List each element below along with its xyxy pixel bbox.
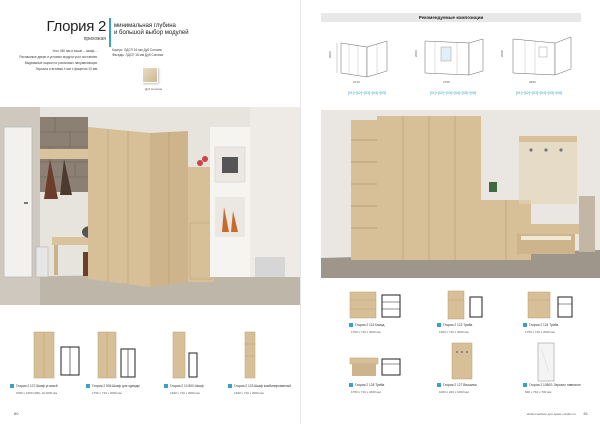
cabinet-scheme-image: [557, 296, 573, 318]
shelf-unit-image: [244, 330, 256, 380]
bullet-marker: [349, 383, 353, 387]
width-dim: 2750: [443, 80, 450, 84]
height-dim: 2000: [328, 51, 332, 58]
product-card[interactable]: [437, 290, 509, 340]
decor-line: Корпус: ЛДСП 16 мм Дуб Сонома: [112, 48, 162, 52]
product-dims: 1750 x 710 x 2000 мм: [92, 391, 122, 395]
bench-scheme-image: [381, 358, 401, 376]
bullet-marker: [523, 323, 527, 327]
product-name: Глория 2 114 Комод: [349, 323, 384, 327]
height-dim: 2000: [500, 50, 504, 57]
product-card[interactable]: [437, 340, 509, 406]
swatch-label: Дуб Сонома: [145, 87, 163, 91]
product-name: Глория 2 107 Шкаф угловой: [10, 384, 57, 388]
title-block: [34, 18, 106, 42]
composition-codes: [01]+[02]+[03]+[04]+[05]: [347, 91, 387, 95]
product-card[interactable]: [349, 290, 421, 340]
hallway-illustration: [0, 107, 300, 305]
bullet-marker: [86, 384, 90, 388]
coat-hanger-panel-image: [451, 342, 473, 380]
narrow-wardrobe-scheme: [188, 352, 198, 378]
product-card[interactable]: [523, 340, 595, 406]
product-name: Глория 2 108/01 Зеркало навесное: [523, 383, 581, 387]
footer-note: ebdsm мебель для дома ▪ ebdsm.ru: [526, 412, 576, 416]
bullet-marker: [10, 384, 14, 388]
right-page: [300, 0, 600, 424]
bullet-marker: [523, 383, 527, 387]
wardrobe-scheme-image: [60, 346, 80, 376]
accent-divider: [109, 18, 111, 47]
cabinet-scheme-image: [469, 296, 483, 318]
chest-of-drawers-image: [349, 290, 379, 320]
slogan: [114, 23, 189, 37]
bullet-marker: [228, 384, 232, 388]
features-list: [8, 48, 98, 72]
product-card[interactable]: [168, 330, 218, 410]
wardrobe-corner-image: [32, 330, 56, 380]
product-name: Глория 2 123 Шкаф комбинированный: [228, 384, 291, 388]
feature-item: Угол 450 мм и выше – шкаф-...: [52, 49, 98, 53]
feature-item: Зеркала и вставки 4 мм с фацетом 10 мм.: [35, 67, 98, 71]
page-number: 81: [583, 411, 588, 416]
product-subtitle: прихожая: [83, 36, 106, 42]
product-dims: 1050 x 1050 (300), Ш 2000 мм: [16, 391, 58, 395]
product-card[interactable]: [92, 330, 156, 410]
product-card[interactable]: [234, 330, 291, 410]
composition-codes: [01]+[02]+[03]+[04]+[05]+[06]: [515, 91, 563, 95]
product-title: Глория 2: [46, 18, 106, 35]
product-card[interactable]: [523, 290, 595, 340]
decor-line: Фасады: ЛДСП 16 мм Дуб Сонома: [112, 53, 164, 57]
wardrobe-scheme-image: [120, 348, 136, 378]
composition-drawing: [499, 25, 579, 87]
bullet-marker: [437, 383, 441, 387]
product-dims: 1750 x 710 x 2000 мм: [351, 390, 381, 394]
wardrobe-image: [96, 330, 118, 380]
color-swatch: [142, 67, 158, 83]
slogan-line-2: и большой выбор модулей: [114, 30, 189, 36]
narrow-wardrobe-image: [172, 330, 186, 380]
product-dims: 1390 x 710 x 2000 мм: [170, 391, 200, 395]
height-dim: 2000: [414, 50, 418, 57]
product-dims: 600 x 710 x 700 мм: [525, 390, 552, 394]
product-name: Глория 2 506 Шкаф для одежды: [86, 384, 140, 388]
recommended-header: Рекомендуемые композиции: [321, 13, 581, 22]
product-dims: 1750 x 710 x 2000 мм: [351, 330, 381, 334]
cabinet-image: [447, 290, 465, 320]
product-card[interactable]: [16, 330, 100, 410]
bullet-marker: [164, 384, 168, 388]
chest-scheme-image: [381, 294, 401, 318]
width-dim: 2650: [529, 80, 536, 84]
slogan-line-1: минимальная глубина: [114, 23, 176, 29]
feature-item: Выдвижные ящики на роликовых направляющих.: [24, 61, 98, 65]
width-dim: 2710: [353, 80, 360, 84]
decor-info: [112, 48, 163, 58]
bench-image: [349, 356, 379, 378]
product-dims: 1750 x 710 x 2000 мм: [525, 330, 555, 334]
hallway-illustration: [321, 110, 600, 278]
hallway-photo-right: [321, 110, 600, 278]
product-card[interactable]: [349, 350, 421, 406]
page-number: 80: [14, 411, 19, 416]
feature-item: Распашные двери и угловые модули угол поставлен.: [19, 55, 98, 59]
product-name: Глория 2 123 Тумба: [437, 323, 472, 327]
hallway-photo-left: [0, 107, 300, 305]
product-dims: 1390 x 710 x 2000 мм: [234, 391, 264, 395]
cabinet-image: [527, 290, 551, 320]
product-name: Глория 2 124 Тумба: [523, 323, 558, 327]
product-name: Глория 2 127 Вешалка: [437, 383, 477, 387]
composition-scheme: [327, 25, 407, 95]
bullet-marker: [437, 323, 441, 327]
product-dims: 1390 x 710 x 2000 мм: [439, 330, 469, 334]
mirror-image: [537, 342, 555, 382]
composition-drawing: [413, 25, 493, 87]
composition-drawing: [327, 25, 407, 87]
composition-codes: [01]+[02]+[03]+[04]+[05]+[06]: [429, 91, 477, 95]
product-name: Глория 2 128 Тумба: [349, 383, 384, 387]
product-name: Глория 2 10 800 Шкаф: [164, 384, 203, 388]
composition-scheme: [413, 25, 493, 95]
bullet-marker: [349, 323, 353, 327]
product-dims: 1000 x 240 x 1000 мм: [439, 390, 469, 394]
composition-scheme: [499, 25, 579, 95]
